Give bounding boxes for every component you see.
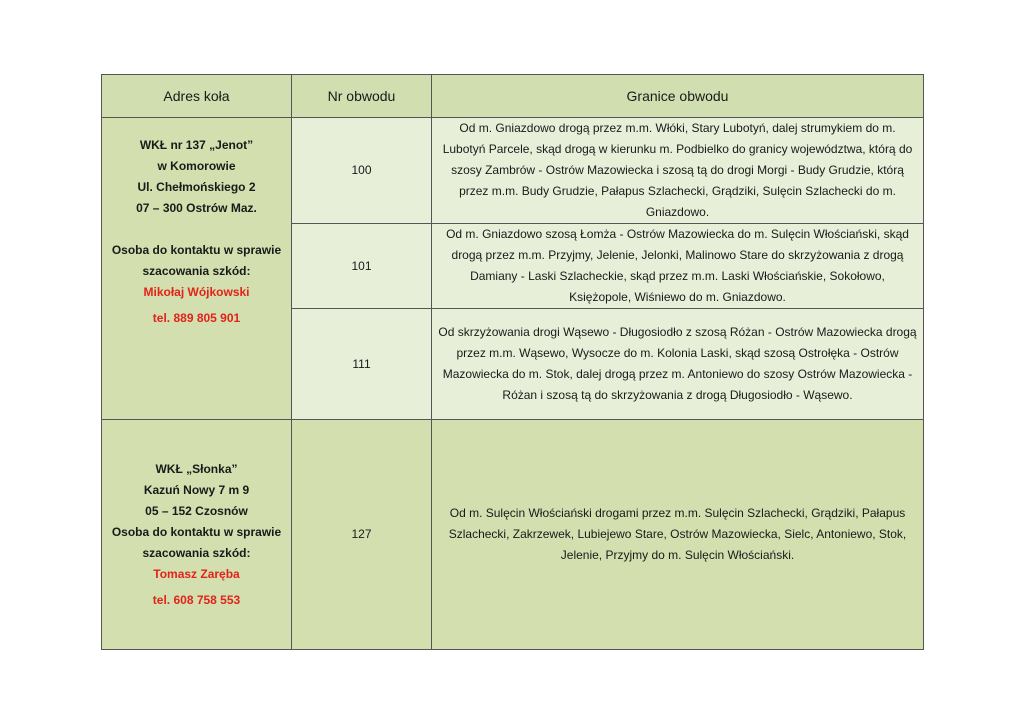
header-address: Adres koła [102,75,292,118]
club-postal-code: 07 – 300 Ostrów Maz. [136,201,257,215]
table-row [102,420,924,650]
club-locality: Kazuń Nowy 7 m 9 [143,482,250,497]
circuit-boundaries: Od m. Sulęcin Włościański drogami przez m.m. Sulęcin Szlachecki, Grądziki, Pałapus Szlachecki, Zakrzewek, Lubiejewo Stare, Ostrów Mazowiecka, Sielc, Antoniewo, Stok, Jelenie, Przyjmy do m. Sulęcin Włościański. [432,420,924,650]
club-locality: w Komorowie [157,159,236,173]
contact-name: Mikołaj Wójkowski [143,285,250,299]
circuit-boundaries: Od m. Gniazdowo szosą Łomża - Ostrów Mazowiecka do m. Sulęcin Włościański, skąd drogą przez m.m. Przyjmy, Jelenie, Jelonki, Malinowo Stare do skrzyżowania z drogą Damiany - Laski Szlacheckie, skąd przez m.m. Laski Włościańskie, Sokołowo, Księżopole, Wiśniewo do m. Gniazdowo. [432,224,924,309]
club-address-cell [102,420,292,650]
club-name: WKŁ nr 137 „Jenot” [139,138,254,152]
circuit-number: 127 [292,420,432,650]
circuit-number: 100 [292,118,432,224]
contact-label: Osoba do kontaktu w sprawie [111,524,282,539]
header-circuit-boundaries: Granice obwodu [432,75,924,118]
club-street: Ul. Chełmońskiego 2 [137,180,256,194]
contact-phone: tel. 608 758 553 [152,592,241,607]
contact-name: Tomasz Zaręba [153,566,240,581]
circuit-number: 101 [292,224,432,309]
contact-label-continued: szacowania szkód: [142,545,251,560]
circuit-boundaries: Od m. Gniazdowo drogą przez m.m. Włóki, Stary Lubotyń, dalej strumykiem do m. Lubotyń Parcele, skąd drogą w kierunku m. Podbielko do granicy województwa, którą do szosy Zambrów - Ostrów Mazowiecka i szosą tą do drogi Morgi - Budy Grudzie, którą przez m.m. Budy Grudzie, Pałapus Szlachecki, Grądziki, Sulęcin Szlachecki do m. Gniazdowo. [432,118,924,224]
club-address-cell [102,118,292,420]
contact-label: Osoba do kontaktu w sprawie [111,243,282,257]
hunting-circuits-table [101,74,924,650]
contact-label-continued: szacowania szkód: [142,264,251,278]
header-circuit-number: Nr obwodu [292,75,432,118]
header-row [102,75,924,118]
club-name: WKŁ „Słonka” [155,461,238,476]
circuit-number: 111 [292,309,432,420]
circuit-boundaries: Od skrzyżowania drogi Wąsewo - Długosiodło z szosą Różan - Ostrów Mazowiecka drogą przez m.m. Wąsewo, Wysocze do m. Kolonia Laski, skąd szosą Ostrołęka - Ostrów Mazowiecka do m. Stok, dalej drogą przez m. Antoniewo do szosy Ostrów Mazowiecka - Różan i szosą tą do skrzyżowania z drogą Długosiodło - Wąsewo. [432,309,924,420]
club-postal-code: 05 – 152 Czosnów [145,503,248,518]
table-row [102,118,924,224]
contact-phone: tel. 889 805 901 [152,311,241,325]
